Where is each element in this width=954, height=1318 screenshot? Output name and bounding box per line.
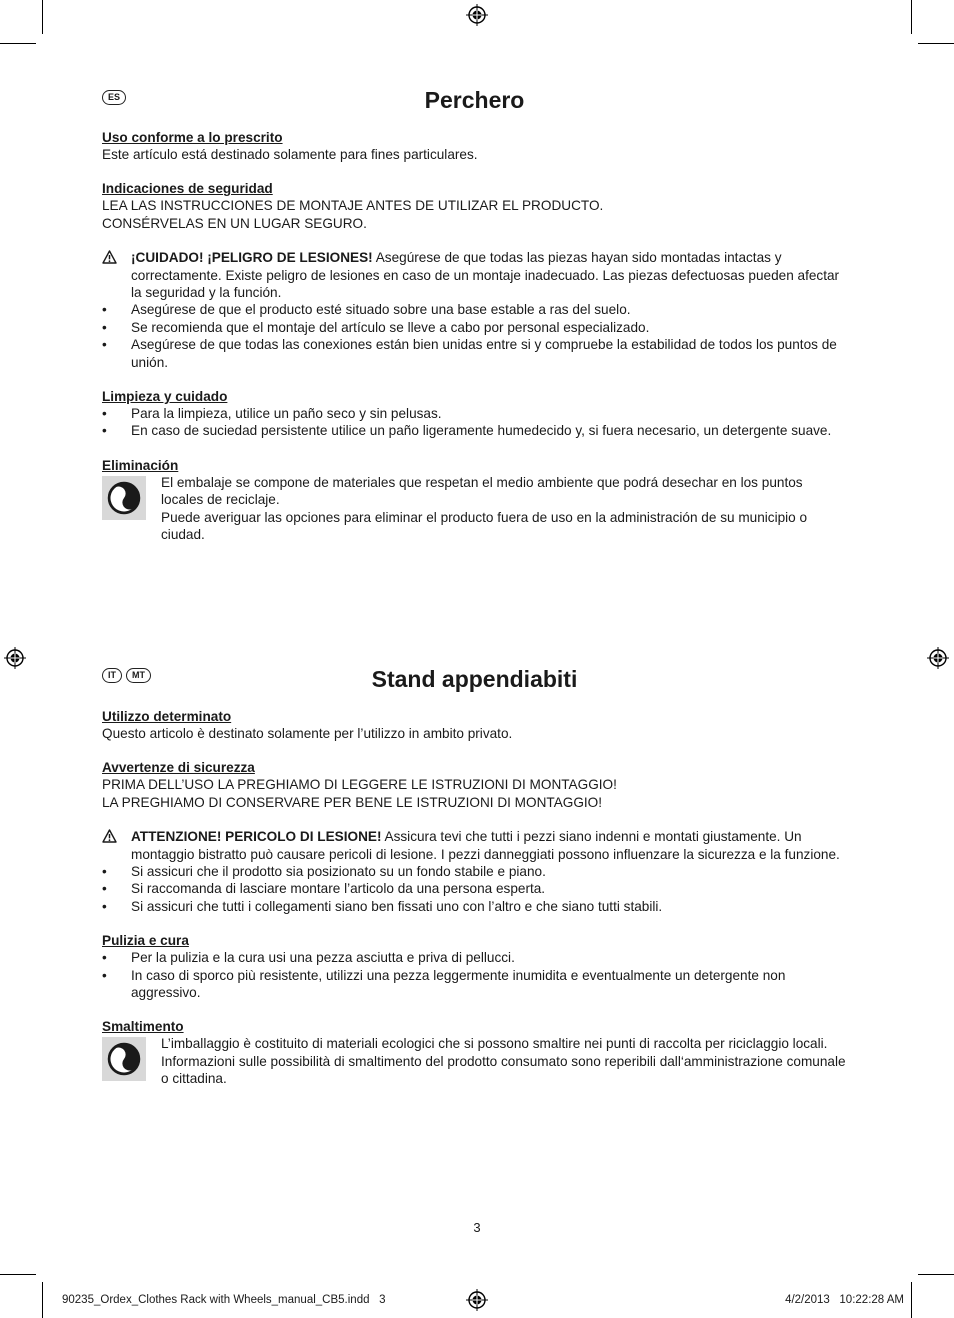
list-item: • Asegúrese de que el producto esté situado sobre una base estable a ras del suelo.	[102, 301, 847, 318]
disposal-text: El embalaje se compone de materiales que respetan el medio ambiente que podrá desechar en los puntos locales de reciclaje.	[161, 474, 803, 508]
care-section	[102, 388, 847, 440]
language-badge-es: ES	[102, 90, 126, 105]
heading-safety: Indicaciones de seguridad	[102, 181, 273, 197]
safety-line: LEA LAS INSTRUCCIONES DE MONTAJE ANTES DE UTILIZAR EL PRODUCTO.	[102, 198, 604, 214]
language-badge-it: IT	[102, 668, 122, 683]
list-item-text: Se recomienda que el montaje del artículo se lleve a cabo por personal especializado.	[131, 319, 650, 335]
list-item-text: En caso de suciedad persistente utilice un paño ligeramente humedecido y, si fuera necesario, un detergente suave.	[131, 423, 832, 439]
warning-title: ¡CUIDADO! ¡PELIGRO DE LESIONES!	[131, 250, 373, 266]
disposal-text: Informazioni sulle possibilità di smaltimento del prodotto consumato sono reperibili dall‘amministrazione comunale o cittadina.	[161, 1053, 846, 1087]
heading-care: Pulizia e cura	[102, 933, 189, 949]
safety-section	[102, 180, 847, 232]
list-item-text: Para la limpieza, utilice un paño seco y sin pelusas.	[131, 406, 442, 422]
section-it	[102, 665, 847, 1088]
crop-mark	[42, 0, 43, 34]
crop-mark	[918, 1274, 954, 1275]
registration-mark-icon	[466, 1289, 488, 1311]
language-badge-mt: MT	[126, 668, 151, 683]
safety-line: CONSÉRVELAS EN UN LUGAR SEGURO.	[102, 215, 367, 231]
crop-mark	[918, 43, 954, 44]
list-item: • Para la limpieza, utilice un paño seco y sin pelusas.	[102, 405, 847, 422]
heading-disposal: Smaltimento	[102, 1019, 184, 1035]
list-item-text: Si assicuri che il prodotto sia posizionato su un fondo stabile e piano.	[131, 864, 546, 880]
list-item: • En caso de suciedad persistente utilice un paño ligeramente humedecido y, si fuera necesario, un detergente suave.	[102, 422, 847, 439]
list-item-text: Per la pulizia e la cura usi una pezza asciutta e priva di pellucci.	[131, 950, 515, 966]
heading-safety: Avvertenze di sicurezza	[102, 760, 255, 776]
heading-intended-use: Uso conforme a lo prescrito	[102, 130, 283, 145]
safety-line: PRIMA DELL’USO LA PREGHIAMO DI LEGGERE LE ISTRUZIONI DI MONTAGGIO!	[102, 777, 617, 793]
green-dot-recycling-icon	[102, 476, 146, 520]
list-item-text: Si assicuri che tutti i collegamenti siano ben fissati uno con l’altro e che siano tutti stabili.	[131, 898, 663, 914]
heading-disposal: Eliminación	[102, 457, 179, 473]
intended-use	[102, 708, 847, 742]
crop-mark	[0, 43, 36, 44]
footer-timestamp: 4/2/2013 10:22:28 AM	[785, 1294, 904, 1306]
list-item-text: In caso di sporco più resistente, utilizzi una pezza leggermente inumidita e eventualmente un detergente non aggressivo.	[131, 967, 786, 1001]
footer-filename: 90235_Ordex_Clothes Rack with Wheels_manual_CB5.indd 3	[62, 1294, 386, 1306]
list-item: • In caso di sporco più resistente, utilizzi una pezza leggermente inumidita e eventualmente un detergente non aggressivo.	[102, 967, 847, 1002]
warning-item	[102, 828, 847, 863]
safety-line: LA PREGHIAMO DI CONSERVARE PER BENE LE ISTRUZIONI DI MONTAGGIO!	[102, 794, 603, 810]
intended-use-text: Este artículo está destinado solamente para fines particulares.	[102, 147, 478, 162]
safety-section	[102, 759, 847, 811]
warning-triangle-icon	[102, 250, 117, 264]
list-item: • Asegúrese de que todas las conexiones están bien unidas entre si y compruebe la estabilidad de todos los puntos de unión.	[102, 336, 847, 371]
warning-list	[102, 249, 847, 371]
section-title: Perchero	[424, 87, 525, 113]
heading-care: Limpieza y cuidado	[102, 389, 228, 405]
green-dot-recycling-icon	[102, 1037, 146, 1081]
page-number: 3	[473, 1220, 481, 1235]
crop-mark	[0, 1274, 36, 1275]
disposal-text: L’imballaggio è costituito di materiali ecologici che si possono smaltire nei punti di raccolta per riciclaggio locali.	[161, 1036, 828, 1052]
disposal-section	[102, 1018, 847, 1087]
heading-intended-use: Utilizzo determinato	[102, 709, 232, 724]
language-badges	[102, 90, 126, 105]
section-title: Stand appendiabiti	[371, 666, 578, 692]
disposal-section	[102, 457, 847, 544]
list-item-text: Asegúrese de que todas las conexiones están bien unidas entre si y compruebe la estabilidad de todos los puntos de unión.	[131, 337, 837, 370]
intended-use	[102, 129, 847, 163]
list-item: • Se recomienda que el montaje del artículo se lleve a cabo por personal especializado.	[102, 319, 847, 336]
list-item-text: Asegúrese de que el producto esté situado sobre una base estable a ras del suelo.	[131, 302, 631, 318]
intended-use-text: Questo articolo è destinato solamente per l’utilizzo in ambito privato.	[102, 726, 513, 741]
list-item: • Per la pulizia e la cura usi una pezza asciutta e priva di pellucci.	[102, 949, 847, 966]
disposal-text: Puede averiguar las opciones para eliminar el producto fuera de uso en la administración de su municipio o ciudad.	[161, 509, 808, 543]
registration-mark-icon	[4, 647, 26, 669]
warning-triangle-icon	[102, 829, 117, 843]
crop-mark	[911, 0, 912, 34]
crop-mark	[42, 1282, 43, 1318]
warning-list	[102, 828, 847, 915]
list-item-text: Si raccomanda di lasciare montare l’articolo da una persona esperta.	[131, 881, 546, 897]
section-es	[102, 86, 847, 544]
language-badges	[102, 668, 151, 683]
crop-mark	[911, 1282, 912, 1318]
registration-mark-icon	[466, 4, 488, 26]
list-item: • Si raccomanda di lasciare montare l’articolo da una persona esperta.	[102, 880, 847, 897]
list-item: • Si assicuri che il prodotto sia posizionato su un fondo stabile e piano.	[102, 863, 847, 880]
registration-mark-icon	[927, 647, 949, 669]
warning-item	[102, 249, 847, 301]
care-section	[102, 932, 847, 1001]
warning-text: Assicura tevi che tutti i pezzi siano indenni e montati giustamente. Un montaggio bistratto può causare pericoli di lesione. I pezzi danneggiati possono influenzare la sicurezza e la funzione.	[131, 829, 840, 862]
warning-text: Asegúrese de que todas las piezas hayan sido montadas intactas y correctamente. Existe peligro de lesiones en caso de un montaje inadecuado. Las piezas defectuosas pueden afectar la seguridad y la función.	[131, 250, 840, 301]
list-item: • Si assicuri che tutti i collegamenti siano ben fissati uno con l’altro e che siano tutti stabili.	[102, 898, 847, 915]
warning-title: ATTENZIONE! PERICOLO DI LESIONE!	[131, 829, 382, 845]
